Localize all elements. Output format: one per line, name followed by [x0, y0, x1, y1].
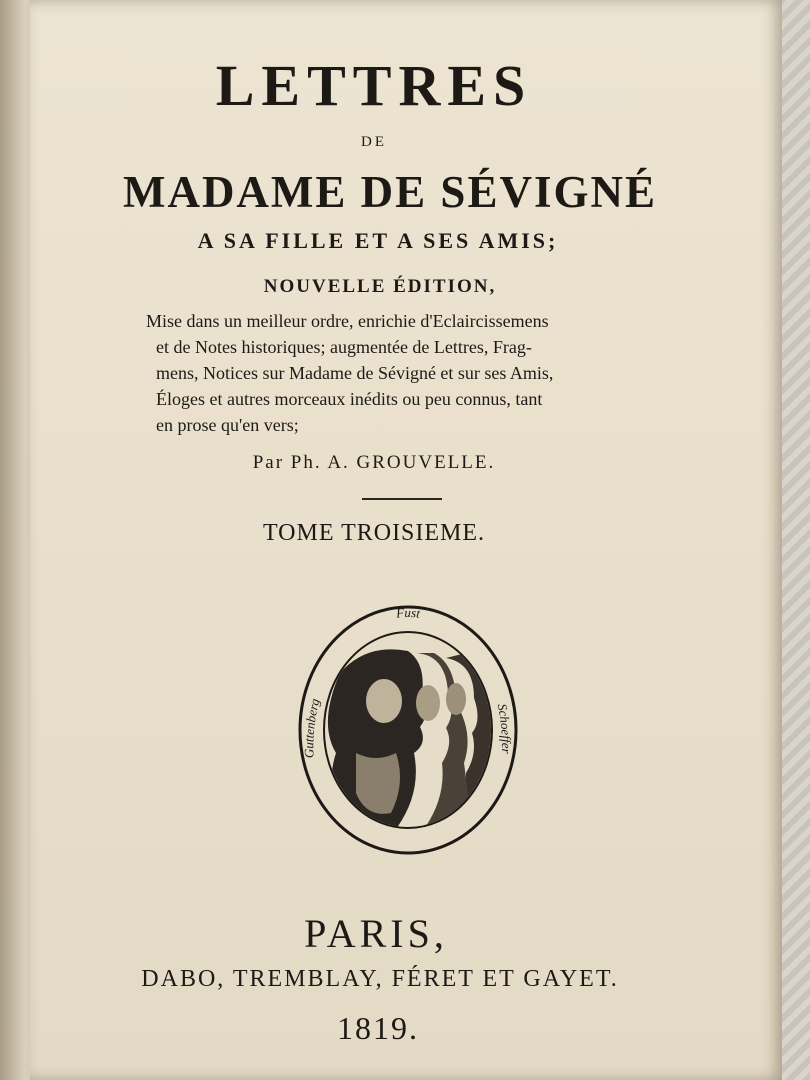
edition-description: [146, 308, 666, 438]
title-connector: DE: [361, 134, 387, 150]
divider-rule: [362, 498, 442, 500]
description-line: et de Notes historiques; augmentée de Lettres, Frag-: [156, 337, 532, 357]
edition-label: NOUVELLE ÉDITION,: [263, 276, 497, 297]
svg-text:Guttenberg: [301, 696, 322, 758]
vignette-right-label: Schoeffer: [494, 702, 515, 754]
description-line: Mise dans un meilleur ordre, enrichie d'Eclaircissemens: [146, 311, 549, 331]
svg-text:Schoeffer: [495, 702, 514, 754]
vignette-left-label: Guttenberg: [301, 696, 323, 759]
description-line: en prose qu'en vers;: [156, 415, 299, 435]
description-line: mens, Notices sur Madame de Sévigné et sur ses Amis,: [156, 363, 554, 383]
svg-text:Fust: [394, 605, 421, 621]
title-page: [30, 0, 782, 1080]
editor-credit: Par Ph. A. GROUVELLE.: [252, 452, 496, 473]
imprint-year: 1819.: [337, 1010, 419, 1046]
book-title: LETTRES: [215, 53, 533, 118]
description-line: Éloges et autres morceaux inédits ou peu connus, tant: [156, 389, 543, 409]
vignette-top-label: Fust: [395, 604, 421, 621]
imprint-publisher: DABO, TREMBLAY, FÉRET ET GAYET.: [141, 966, 619, 992]
imprint-city: PARIS,: [304, 911, 448, 956]
printers-vignette-medallion: [296, 603, 520, 857]
volume-label: TOME TROISIEME.: [262, 520, 486, 546]
subtitle: A SA FILLE ET A SES AMIS;: [197, 228, 559, 253]
author-name: MADAME DE SÉVIGNÉ: [122, 167, 658, 217]
